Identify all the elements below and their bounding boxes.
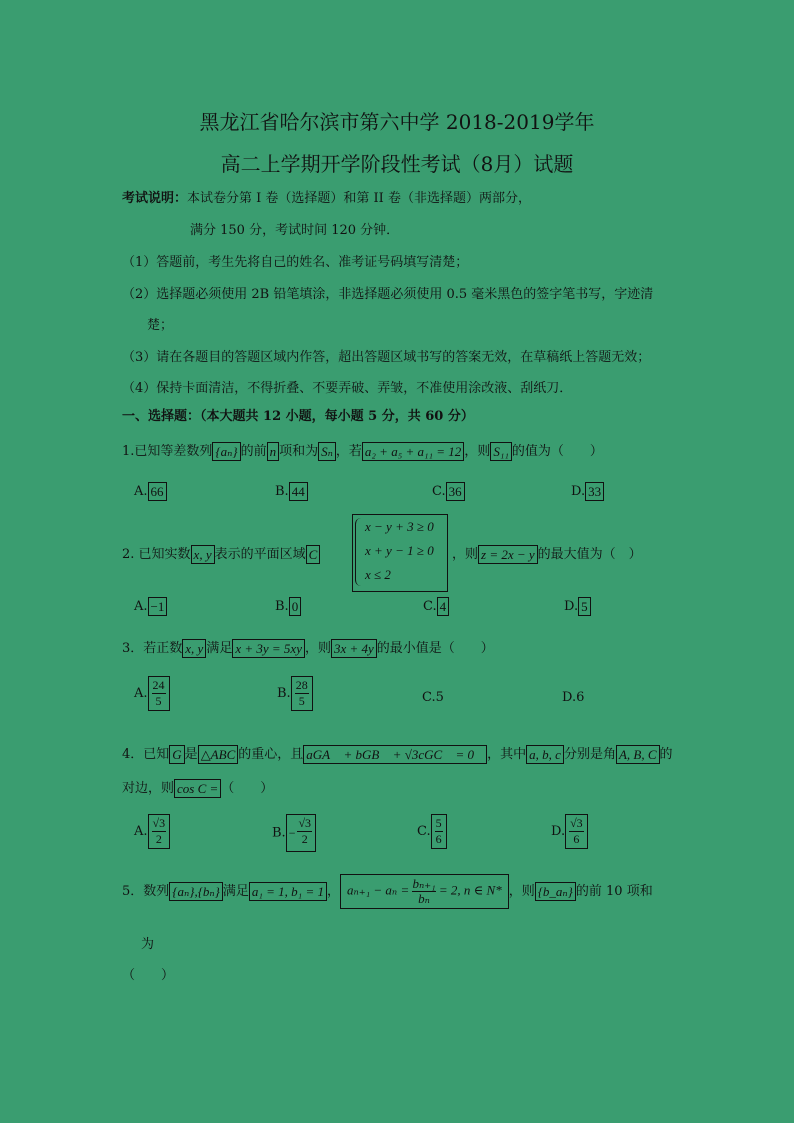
q2-math: z = 2x − y — [478, 545, 538, 564]
q2-option-d[interactable]: D. 5 — [564, 597, 591, 616]
q2-math: x, y — [191, 545, 215, 564]
q3-text: ，则 — [304, 641, 331, 656]
q4-option-a-fraction: $\frac{√3}{2}$ — [148, 814, 171, 849]
question-5-line1 — [122, 874, 653, 909]
q1-option-a[interactable]: A. 66 — [134, 482, 167, 501]
q5-recurrence: aₙ₊₁ − aₙ = $\frac{\text{bₙ₊₁}}{\text{bₙ}}$ = 2, n ∈ N* — [340, 874, 509, 909]
q1-text: ，若 — [335, 444, 362, 459]
exam-notes-text1: 本试卷分第 I 卷（选择题）和第 II 卷（非选择题）两部分， — [187, 191, 531, 206]
q5-text: 满足 — [222, 884, 249, 899]
q4-option-b-fraction: − $\frac{√3}{2}$ — [286, 814, 316, 852]
q2-ineq-2: x + y − 1 ≥ 0 — [365, 543, 434, 558]
question-4-line1 — [122, 743, 673, 764]
q3-option-b-fraction: $\frac{28}{5}$ — [291, 676, 313, 711]
q3-option-b[interactable]: B. $\frac{28}{5}$ — [277, 676, 313, 711]
q4-option-b[interactable]: B. − $\frac{√3}{2}$ — [272, 814, 316, 852]
q4-option-d-fraction: $\frac{√3}{6}$ — [565, 814, 588, 849]
q3-math: x, y — [182, 639, 206, 658]
brace-icon — [355, 518, 362, 586]
q2-ineq-3: x ≤ 2 — [365, 567, 391, 582]
q1-text: ，则 — [464, 444, 491, 459]
q5-text: 5．数列 — [122, 884, 170, 899]
q2-option-b-value: 0 — [289, 597, 302, 616]
q1-option-c[interactable]: C. 36 — [432, 482, 465, 501]
q4-math: G — [169, 745, 184, 764]
q1-text: 的值为（ ） — [511, 444, 603, 459]
q5-text: ， — [326, 884, 340, 899]
q3-option-d[interactable]: D.6 — [562, 690, 585, 705]
q2-text: 的最大值为（ ） — [537, 547, 642, 562]
q1-option-d[interactable]: D. 33 — [571, 482, 604, 501]
title-line-1: 黑龙江省哈尔滨市第六中学 2018-2019学年 — [199, 110, 595, 134]
q3-option-c[interactable]: C.5 — [422, 690, 444, 705]
q2-inequality-system — [352, 514, 448, 592]
q1-math: {aₙ} — [212, 442, 240, 461]
q1-text: 的前 — [240, 444, 267, 459]
q4-math: aGA⃗ + bGB⃗ + √3cGC⃗ = 0⃗ — [303, 745, 487, 764]
q3-option-a-fraction: $\frac{24}{5}$ — [148, 676, 170, 711]
q2-option-a[interactable]: A. −1 — [134, 597, 167, 616]
q2-option-d-value: 5 — [578, 597, 591, 616]
q4-text: 的重心，且 — [238, 747, 304, 762]
question-1 — [122, 440, 603, 461]
q1-math: a₂ + a₅ + a₁₁ = 12 — [362, 442, 464, 461]
q1-option-a-value: 66 — [148, 482, 167, 501]
q5-text: ，则 — [508, 884, 535, 899]
exam-notes-item3: （3）请在各题目的答题区域内作答，超出答题区域书写的答案无效，在草稿纸上答题无效； — [122, 350, 651, 365]
q4-text: 4．已知 — [122, 747, 170, 762]
exam-notes-item1: （1）答题前，考生先将自己的姓名、准考证号码填写清楚； — [122, 255, 469, 270]
exam-notes-item2-cont: 楚； — [147, 318, 174, 333]
q5-math: {aₙ},{bₙ} — [169, 882, 223, 901]
question-2-right — [452, 543, 642, 564]
q4-math: △ABC — [198, 745, 239, 764]
q1-option-d-value: 33 — [585, 482, 604, 501]
q4-option-a[interactable]: A. $\frac{√3}{2}$ — [134, 814, 170, 849]
q2-text: 2. 已知实数 — [122, 547, 191, 562]
q3-text: 满足 — [206, 641, 233, 656]
q2-text: 表示的平面区域 — [214, 547, 306, 562]
q2-text: ，则 — [452, 547, 479, 562]
q1-text: 1.已知等差数列 — [122, 444, 213, 459]
q4-text: 对边，则 — [122, 781, 175, 796]
q4-text: ，其中 — [487, 747, 527, 762]
q2-math: C — [306, 545, 321, 564]
q1-option-b[interactable]: B. 44 — [275, 482, 308, 501]
q2-ineq-1: x − y + 3 ≥ 0 — [365, 519, 434, 534]
q3-math: 3x + 4y — [331, 639, 377, 658]
q4-option-c[interactable]: C. $\frac{5}{6}$ — [417, 814, 447, 849]
question-2-left — [122, 543, 320, 564]
q5-math: {b_aₙ} — [535, 882, 576, 901]
question-3 — [122, 637, 494, 658]
q4-text: 分别是角 — [563, 747, 616, 762]
q4-math: cos C = — [174, 779, 221, 798]
exam-notes-item2: （2）选择题必须使用 2B 铅笔填涂，非选择题必须使用 0.5 毫米黑色的签字笔书写，字迹清 — [122, 287, 654, 302]
q4-math: a, b, c — [526, 745, 564, 764]
q4-option-d[interactable]: D. $\frac{√3}{6}$ — [551, 814, 588, 849]
q2-option-c-value: 4 — [437, 597, 450, 616]
question-5-line2: 为 — [141, 937, 155, 952]
q3-text: 的最小值是（ ） — [376, 641, 494, 656]
title-line-2: 高二上学期开学阶段性考试（8月）试题 — [220, 152, 574, 176]
section-heading: 一、选择题：（本大题共 12 小题，每小题 5 分，共 60 分） — [122, 409, 474, 424]
q2-option-a-value: −1 — [148, 597, 168, 616]
exam-notes-line2: 满分 150 分，考试时间 120 分钟． — [190, 223, 400, 238]
q1-math: S₁₁ — [490, 442, 512, 461]
q5-math: a₁ = 1, b₁ = 1 — [249, 882, 327, 901]
q1-option-c-value: 36 — [446, 482, 465, 501]
exam-notes-label: 考试说明： — [122, 191, 188, 206]
q4-text: （ ） — [221, 781, 274, 796]
q1-text: 项和为 — [279, 444, 319, 459]
q3-option-a[interactable]: A. $\frac{24}{5}$ — [134, 676, 170, 711]
question-4-line2 — [122, 777, 273, 798]
q5-text: 的前 10 项和 — [575, 884, 653, 899]
q4-text: 是 — [184, 747, 198, 762]
q3-math: x + 3y = 5xy — [232, 639, 305, 658]
q2-option-b[interactable]: B. 0 — [275, 597, 301, 616]
q4-text: 的 — [659, 747, 673, 762]
q2-option-c[interactable]: C. 4 — [423, 597, 449, 616]
q4-math: A, B, C — [616, 745, 660, 764]
q4-option-c-fraction: $\frac{5}{6}$ — [431, 814, 447, 849]
question-5-answer-blank: （ ） — [122, 968, 175, 983]
q1-option-b-value: 44 — [289, 482, 308, 501]
q1-math: Sₙ — [318, 442, 336, 461]
exam-notes-item4: （4）保持卡面清洁，不得折叠、不要弄破、弄皱，不准使用涂改液、刮纸刀． — [122, 381, 573, 396]
exam-notes-line1 — [122, 187, 531, 206]
q3-text: 3．若正数 — [122, 641, 183, 656]
q1-math: n — [267, 442, 280, 461]
